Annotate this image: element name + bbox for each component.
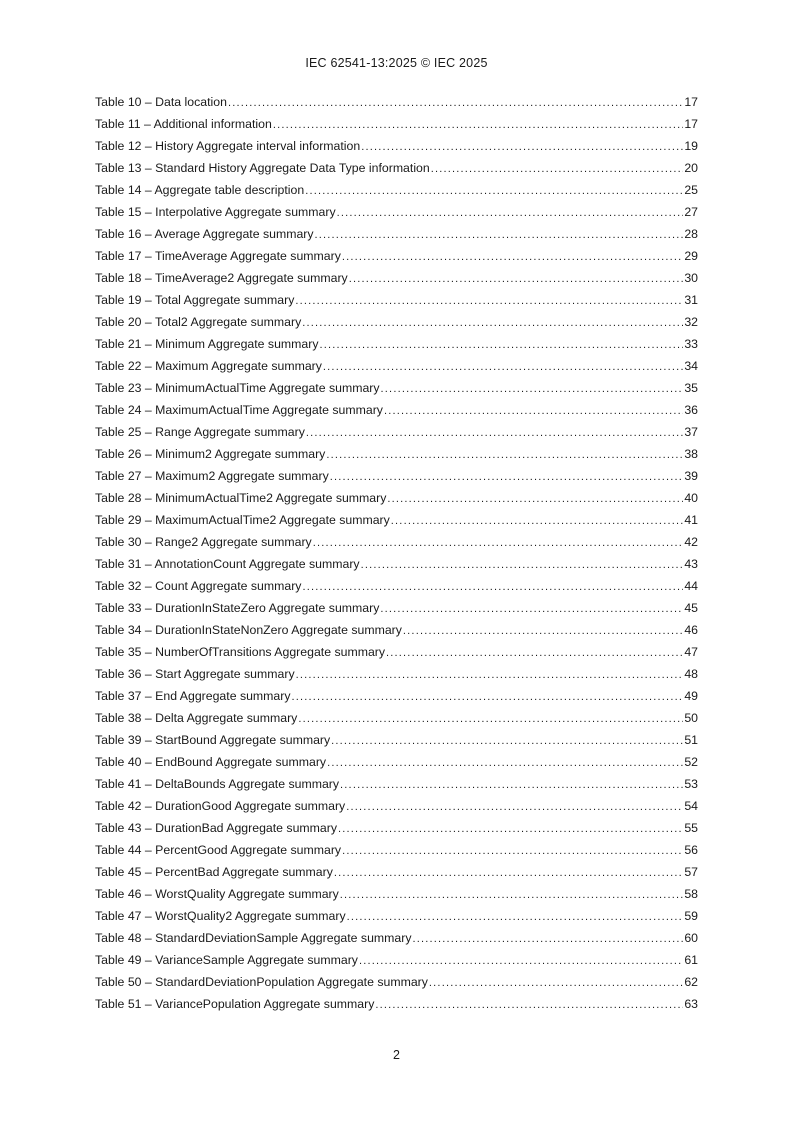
toc-entry-title: Table 21 – Minimum Aggregate summary: [95, 337, 319, 351]
toc-dot-leader: [387, 488, 683, 509]
toc-entry[interactable]: [95, 487, 698, 509]
toc-entry-page-number: 55: [684, 821, 698, 835]
toc-dot-leader: [315, 224, 684, 245]
toc-entry-title: Table 42 – DurationGood Aggregate summary: [95, 799, 346, 813]
toc-entry-page-number: 57: [684, 865, 698, 879]
toc-entry[interactable]: [95, 201, 698, 223]
toc-entry-title: Table 22 – Maximum Aggregate summary: [95, 359, 322, 373]
toc-dot-leader: [342, 246, 683, 267]
toc-entry-title: Table 28 – MinimumActualTime2 Aggregate summary: [95, 491, 387, 505]
toc-entry[interactable]: [95, 377, 698, 399]
toc-dot-leader: [302, 576, 683, 597]
toc-entry-title: Table 29 – MaximumActualTime2 Aggregate summary: [95, 513, 390, 527]
toc-entry-page-number: 51: [684, 733, 698, 747]
toc-entry[interactable]: [95, 355, 698, 377]
toc-entry-title: Table 37 – End Aggregate summary: [95, 689, 291, 703]
toc-entry-title: Table 18 – TimeAverage2 Aggregate summary: [95, 271, 348, 285]
toc-dot-leader: [361, 136, 683, 157]
toc-entry-title: Table 32 – Count Aggregate summary: [95, 579, 302, 593]
toc-entry-page-number: 30: [684, 271, 698, 285]
toc-entry[interactable]: [95, 905, 698, 927]
toc-entry[interactable]: [95, 641, 698, 663]
toc-dot-leader: [228, 92, 683, 113]
toc-entry[interactable]: [95, 179, 698, 201]
toc-dot-leader: [386, 642, 683, 663]
toc-entry-page-number: 19: [684, 139, 698, 153]
toc-dot-leader: [292, 686, 684, 707]
toc-dot-leader: [331, 730, 683, 751]
toc-dot-leader: [375, 994, 683, 1015]
toc-entry-page-number: 45: [684, 601, 698, 615]
toc-dot-leader: [302, 312, 683, 333]
toc-entry-page-number: 34: [684, 359, 698, 373]
toc-dot-leader: [413, 928, 684, 949]
toc-entry-page-number: 53: [684, 777, 698, 791]
toc-dot-leader: [342, 840, 683, 861]
toc-entry-title: Table 35 – NumberOfTransitions Aggregate summary: [95, 645, 386, 659]
toc-entry-title: Table 30 – Range2 Aggregate summary: [95, 535, 312, 549]
toc-entry[interactable]: [95, 575, 698, 597]
toc-entry-page-number: 29: [684, 249, 698, 263]
toc-entry[interactable]: [95, 91, 698, 113]
toc-dot-leader: [337, 202, 684, 223]
toc-entry[interactable]: [95, 135, 698, 157]
toc-entry-page-number: 39: [684, 469, 698, 483]
toc-dot-leader: [295, 290, 683, 311]
toc-entry[interactable]: [95, 773, 698, 795]
toc-entry-title: Table 13 – Standard History Aggregate Data Type information: [95, 161, 430, 175]
toc-dot-leader: [330, 466, 684, 487]
table-of-contents-list: [95, 91, 698, 1015]
toc-entry[interactable]: [95, 443, 698, 465]
toc-entry-page-number: 20: [684, 161, 698, 175]
toc-entry[interactable]: [95, 949, 698, 971]
toc-dot-leader: [296, 664, 684, 685]
toc-entry-page-number: 38: [684, 447, 698, 461]
toc-entry[interactable]: [95, 795, 698, 817]
toc-entry-title: Table 40 – EndBound Aggregate summary: [95, 755, 327, 769]
toc-entry-page-number: 47: [684, 645, 698, 659]
toc-entry-title: Table 20 – Total2 Aggregate summary: [95, 315, 302, 329]
toc-entry[interactable]: [95, 729, 698, 751]
toc-entry-page-number: 49: [684, 689, 698, 703]
toc-entry-title: Table 19 – Total Aggregate summary: [95, 293, 295, 307]
toc-entry-title: Table 45 – PercentBad Aggregate summary: [95, 865, 333, 879]
toc-entry[interactable]: [95, 267, 698, 289]
toc-entry-title: Table 26 – Minimum2 Aggregate summary: [95, 447, 326, 461]
toc-entry-title: Table 33 – DurationInStateZero Aggregate summary: [95, 601, 380, 615]
toc-entry-title: Table 50 – StandardDeviationPopulation Aggregate summary: [95, 975, 428, 989]
toc-dot-leader: [391, 510, 684, 531]
toc-dot-leader: [403, 620, 683, 641]
toc-entry[interactable]: [95, 421, 698, 443]
toc-entry-page-number: 25: [684, 183, 698, 197]
toc-entry-page-number: 42: [684, 535, 698, 549]
toc-entry-page-number: 17: [684, 95, 698, 109]
toc-entry-page-number: 61: [684, 953, 698, 967]
toc-entry[interactable]: [95, 751, 698, 773]
toc-entry[interactable]: [95, 817, 698, 839]
toc-entry-title: Table 14 – Aggregate table description: [95, 183, 305, 197]
toc-entry[interactable]: [95, 883, 698, 905]
toc-dot-leader: [313, 532, 684, 553]
toc-dot-leader: [346, 796, 683, 817]
toc-entry-page-number: 40: [684, 491, 698, 505]
toc-entry-page-number: 63: [684, 997, 698, 1011]
toc-entry-title: Table 36 – Start Aggregate summary: [95, 667, 295, 681]
toc-entry[interactable]: [95, 861, 698, 883]
toc-dot-leader: [298, 708, 683, 729]
toc-entry-title: Table 44 – PercentGood Aggregate summary: [95, 843, 342, 857]
toc-dot-leader: [326, 444, 683, 465]
toc-entry-page-number: 43: [684, 557, 698, 571]
toc-dot-leader: [306, 422, 683, 443]
toc-entry-title: Table 41 – DeltaBounds Aggregate summary: [95, 777, 340, 791]
toc-dot-leader: [320, 334, 684, 355]
toc-dot-leader: [338, 818, 683, 839]
toc-entry-page-number: 60: [684, 931, 698, 945]
toc-entry-title: Table 46 – WorstQuality Aggregate summary: [95, 887, 339, 901]
toc-entry-page-number: 36: [684, 403, 698, 417]
toc-dot-leader: [431, 158, 684, 179]
toc-dot-leader: [429, 972, 683, 993]
toc-dot-leader: [305, 180, 683, 201]
toc-entry-page-number: 50: [684, 711, 698, 725]
toc-dot-leader: [334, 862, 683, 883]
toc-entry-title: Table 31 – AnnotationCount Aggregate summary: [95, 557, 360, 571]
toc-entry[interactable]: [95, 619, 698, 641]
toc-entry-title: Table 48 – StandardDeviationSample Aggregate summary: [95, 931, 412, 945]
toc-dot-leader: [361, 554, 684, 575]
toc-entry-page-number: 62: [684, 975, 698, 989]
toc-entry[interactable]: [95, 289, 698, 311]
toc-entry[interactable]: [95, 245, 698, 267]
toc-entry-title: Table 25 – Range Aggregate summary: [95, 425, 305, 439]
toc-dot-leader: [340, 774, 683, 795]
toc-entry[interactable]: [95, 685, 698, 707]
toc-dot-leader: [384, 400, 683, 421]
toc-entry-page-number: 37: [684, 425, 698, 439]
toc-entry[interactable]: [95, 553, 698, 575]
toc-entry-page-number: 28: [684, 227, 698, 241]
toc-entry[interactable]: [95, 993, 698, 1015]
toc-entry-title: Table 49 – VarianceSample Aggregate summary: [95, 953, 358, 967]
toc-entry-page-number: 27: [684, 205, 698, 219]
toc-entry-title: Table 15 – Interpolative Aggregate summary: [95, 205, 336, 219]
toc-entry-page-number: 17: [684, 117, 698, 131]
toc-entry-title: Table 51 – VariancePopulation Aggregate summary: [95, 997, 375, 1011]
toc-entry[interactable]: [95, 707, 698, 729]
toc-entry-title: Table 11 – Additional information: [95, 117, 272, 131]
toc-entry[interactable]: [95, 157, 698, 179]
toc-dot-leader: [349, 268, 684, 289]
toc-entry-page-number: 33: [684, 337, 698, 351]
toc-entry-title: Table 24 – MaximumActualTime Aggregate summary: [95, 403, 383, 417]
toc-entry-title: Table 34 – DurationInStateNonZero Aggregate summary: [95, 623, 402, 637]
toc-entry-page-number: 46: [684, 623, 698, 637]
toc-dot-leader: [273, 114, 683, 135]
toc-entry-title: Table 10 – Data location: [95, 95, 227, 109]
page-header: IEC 62541-13:2025 © IEC 2025: [305, 56, 488, 70]
toc-entry[interactable]: [95, 839, 698, 861]
toc-entry-page-number: 59: [684, 909, 698, 923]
toc-entry[interactable]: [95, 531, 698, 553]
toc-entry-page-number: 54: [684, 799, 698, 813]
toc-entry-title: Table 17 – TimeAverage Aggregate summary: [95, 249, 341, 263]
toc-entry-page-number: 52: [684, 755, 698, 769]
toc-entry[interactable]: [95, 663, 698, 685]
toc-entry[interactable]: [95, 509, 698, 531]
toc-entry[interactable]: [95, 333, 698, 355]
toc-entry[interactable]: [95, 465, 698, 487]
toc-entry[interactable]: [95, 927, 698, 949]
toc-entry-page-number: 31: [684, 293, 698, 307]
page-number: 2: [393, 1048, 400, 1062]
toc-entry[interactable]: [95, 223, 698, 245]
toc-entry-page-number: 56: [684, 843, 698, 857]
toc-entry-title: Table 27 – Maximum2 Aggregate summary: [95, 469, 329, 483]
toc-entry-title: Table 47 – WorstQuality2 Aggregate summary: [95, 909, 346, 923]
toc-entry[interactable]: [95, 399, 698, 421]
toc-entry-title: Table 12 – History Aggregate interval information: [95, 139, 361, 153]
toc-entry-title: Table 43 – DurationBad Aggregate summary: [95, 821, 337, 835]
toc-entry-page-number: 35: [684, 381, 698, 395]
toc-entry[interactable]: [95, 113, 698, 135]
toc-dot-leader: [359, 950, 683, 971]
toc-entry-page-number: 32: [684, 315, 698, 329]
toc-entry-title: Table 23 – MinimumActualTime Aggregate summary: [95, 381, 380, 395]
toc-dot-leader: [327, 752, 683, 773]
toc-dot-leader: [340, 884, 684, 905]
toc-entry[interactable]: [95, 597, 698, 619]
toc-entry[interactable]: [95, 311, 698, 333]
toc-entry-page-number: 41: [684, 513, 698, 527]
toc-entry[interactable]: [95, 971, 698, 993]
toc-entry-page-number: 44: [684, 579, 698, 593]
toc-dot-leader: [347, 906, 684, 927]
toc-entry-title: Table 38 – Delta Aggregate summary: [95, 711, 298, 725]
toc-entry-title: Table 39 – StartBound Aggregate summary: [95, 733, 331, 747]
toc-entry-page-number: 58: [684, 887, 698, 901]
toc-entry-page-number: 48: [684, 667, 698, 681]
toc-entry-title: Table 16 – Average Aggregate summary: [95, 227, 314, 241]
toc-dot-leader: [323, 356, 683, 377]
toc-dot-leader: [381, 378, 684, 399]
toc-dot-leader: [380, 598, 683, 619]
